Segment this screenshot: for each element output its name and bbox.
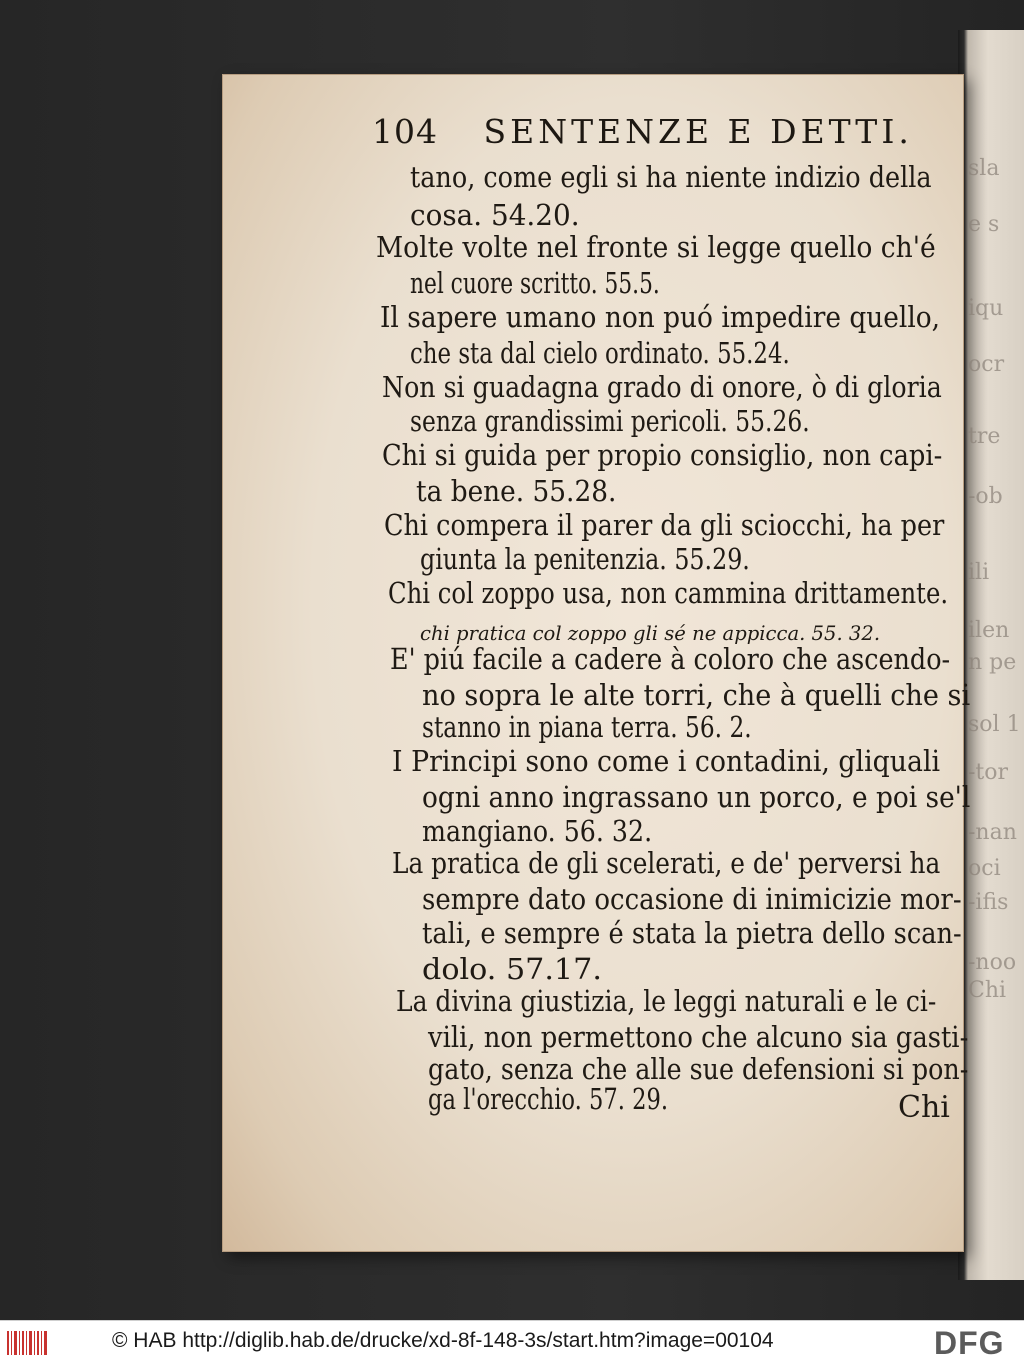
text-line: ta bene. 55.28.: [416, 474, 617, 508]
text-line: cosa. 54.20.: [410, 198, 580, 232]
text-line: no sopra le alte torri, che à quelli che si: [422, 678, 971, 712]
text-line: sempre dato occasione di inimicizie mor-: [422, 882, 962, 916]
bleed-fragment: oci: [968, 856, 1001, 881]
text-line: E' piú facile a cadere à coloro che ascendo-: [390, 642, 951, 676]
text-line: Molte volte nel fronte si legge quello ch'é: [376, 230, 936, 264]
text-line: mangiano. 56. 32.: [422, 814, 653, 848]
bleed-fragment: ilen: [968, 618, 1010, 643]
copyright-url[interactable]: © HAB http://diglib.hab.de/drucke/xd-8f-148-3s/start.htm?image=00104: [112, 1329, 774, 1352]
text-line: ga l'orecchio. 57. 29.: [428, 1082, 669, 1116]
bleed-fragment: -nan: [968, 820, 1017, 845]
text-line: Non si guadagna grado di onore, ò di gloria: [382, 370, 942, 404]
text-line: Il sapere umano non puó impedire quello,: [380, 300, 941, 334]
bleed-fragment: n pe: [968, 650, 1017, 675]
catchword: Chi: [898, 1090, 950, 1125]
text-line: vili, non permettono che alcuno sia gasti-: [428, 1020, 969, 1054]
text-line: chi pratica col zoppo gli sé ne appicca. 55. 32.: [420, 621, 881, 645]
text-line: Chi col zoppo usa, non cammina drittamente.: [388, 576, 949, 610]
bleed-fragment: ili: [968, 560, 990, 585]
text-line: La divina giustizia, le leggi naturali e le ci-: [396, 984, 937, 1018]
text-line: senza grandissimi pericoli. 55.26.: [410, 404, 810, 438]
text-line: I Principi sono come i contadini, gliquali: [392, 744, 941, 778]
text-line: nel cuore scritto. 55.5.: [410, 266, 660, 300]
bleed-fragment: e s: [968, 212, 1000, 237]
bleed-fragment: -ob: [968, 484, 1003, 509]
dfg-logo: DFG: [934, 1325, 1005, 1361]
bleed-fragment: Chi: [968, 978, 1007, 1003]
bleed-fragment: iqu: [968, 296, 1004, 321]
text-line: gato, senza che alle sue defensioni si pon-: [428, 1052, 969, 1086]
page-number: 104: [372, 112, 438, 151]
running-title: SENTENZE E DETTI.: [483, 112, 913, 151]
bleed-fragment: -ifis: [968, 890, 1009, 915]
text-line: stanno in piana terra. 56. 2.: [422, 710, 752, 744]
text-line: tali, e sempre é stata la pietra dello scan-: [422, 916, 962, 950]
text-line: La pratica de gli scelerati, e de' perversi ha: [392, 846, 941, 880]
text-line: giunta la penitenzia. 55.29.: [420, 542, 750, 576]
text-line: Chi si guida per propio consiglio, non capi-: [382, 438, 943, 472]
barcode-icon: [6, 1329, 48, 1357]
text-line: dolo. 57.17.: [422, 952, 602, 986]
bleed-fragment: sla: [968, 156, 1000, 181]
bleed-fragment: ocr: [968, 352, 1005, 377]
bleed-fragment: -noo: [968, 950, 1017, 975]
text-line: che sta dal cielo ordinato. 55.24.: [410, 336, 790, 370]
page-header: [372, 112, 913, 162]
book-page: [222, 74, 971, 1252]
bleed-fragment: -tor: [968, 760, 1009, 785]
bleed-fragment: tre: [968, 424, 1001, 449]
text-line: ogni anno ingrassano un porco, e poi se'l: [422, 780, 971, 814]
footer-bar: [0, 1320, 1024, 1365]
text-line: Chi compera il parer da gli sciocchi, ha per: [384, 508, 945, 542]
text-line: tano, come egli si ha niente indizio della: [410, 160, 932, 194]
bleed-fragment: sol 1: [968, 712, 1021, 737]
